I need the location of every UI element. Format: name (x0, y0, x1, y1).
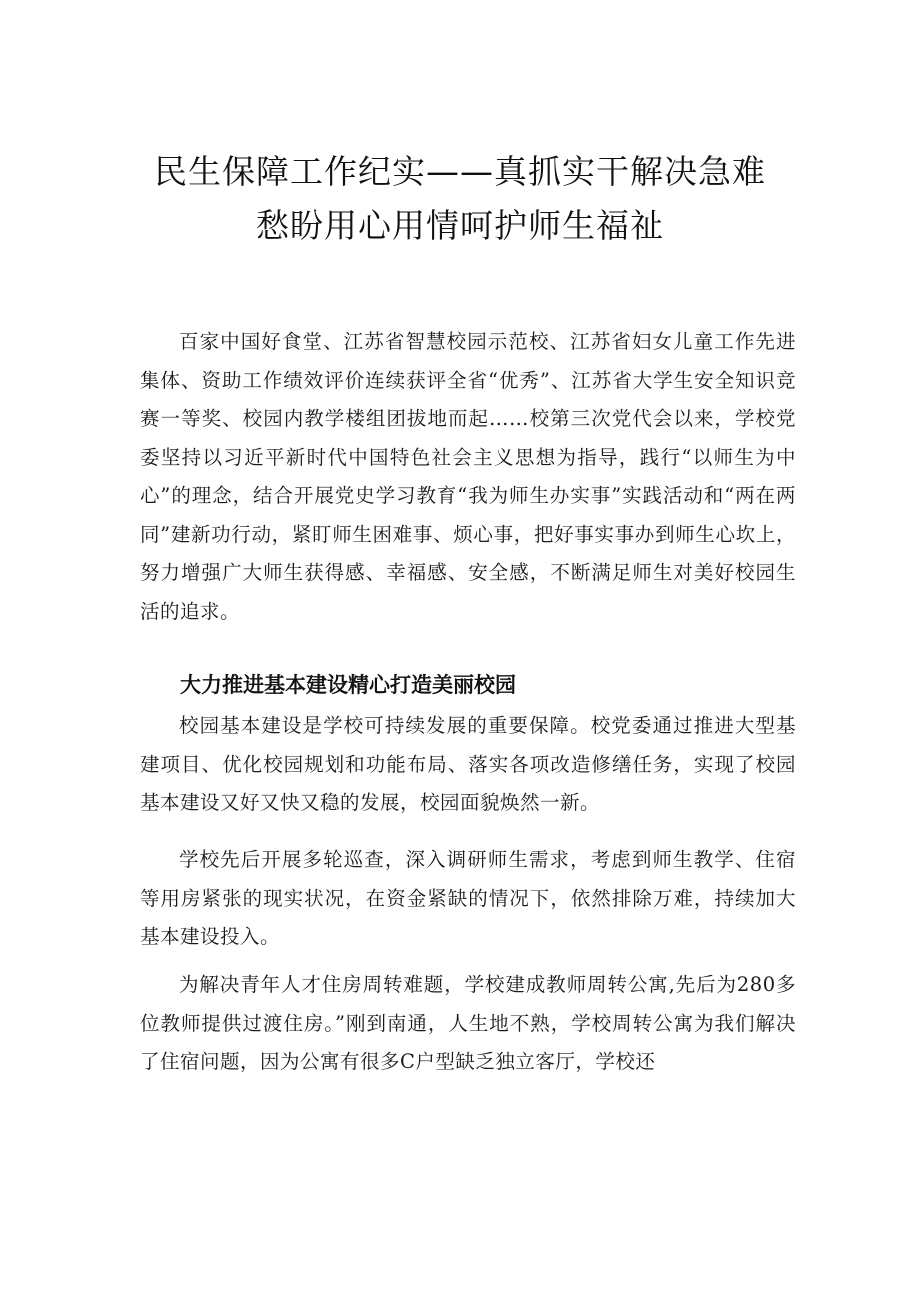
body-paragraph-housing: 为解决青年人才住房周转难题，学校建成教师周转公寓,先后为280多位教师提供过渡住房。”刚到南通，人生地不熟，学校周转公寓为我们解决了住宿问题，因为公寓有很多C户型缺乏独立客厅，学校还 (140, 973, 796, 1073)
body-paragraph-inspection: 学校先后开展多轮巡查，深入调研师生需求，考虑到师生教学、住宿等用房紧张的现实状况，在资金紧缺的情况下，依然排除万难，持续加大基本建设投入。 (140, 848, 796, 948)
document-title-line-2: 愁盼用心用情呵护师生福祉 (256, 206, 664, 245)
document-title-line-1: 民生保障工作纪实——真抓实干解决急难 (154, 152, 766, 191)
body-paragraph-construction: 校园基本建设是学校可持续发展的重要保障。校党委通过推进大型基建项目、优化校园规划和功能布局、落实各项改造修缮任务，实现了校园基本建设又好又快又稳的发展，校园面貌焕然一新。 (140, 714, 796, 814)
section-heading: 大力推进基本建设精心打造美丽校园 (180, 673, 516, 697)
intro-paragraph: 百家中国好食堂、江苏省智慧校园示范校、江苏省妇女儿童工作先进集体、资助工作绩效评价连续获评全省“优秀”、江苏省大学生安全知识竞赛一等奖、校园内教学楼组团拔地而起……校第三次党代会以来，学校党委坚持以习近平新时代中国特色社会主义思想为指导，践行“以师生为中心”的理念，结合开展党史学习教育“我为师生办实事”实践活动和“两在两同”建新功行动，紧盯师生困难事、烦心事，把好事实事办到师生心坎上，努力增强广大师生获得感、幸福感、安全感，不断满足师生对美好校园生活的追求。 (140, 330, 796, 623)
